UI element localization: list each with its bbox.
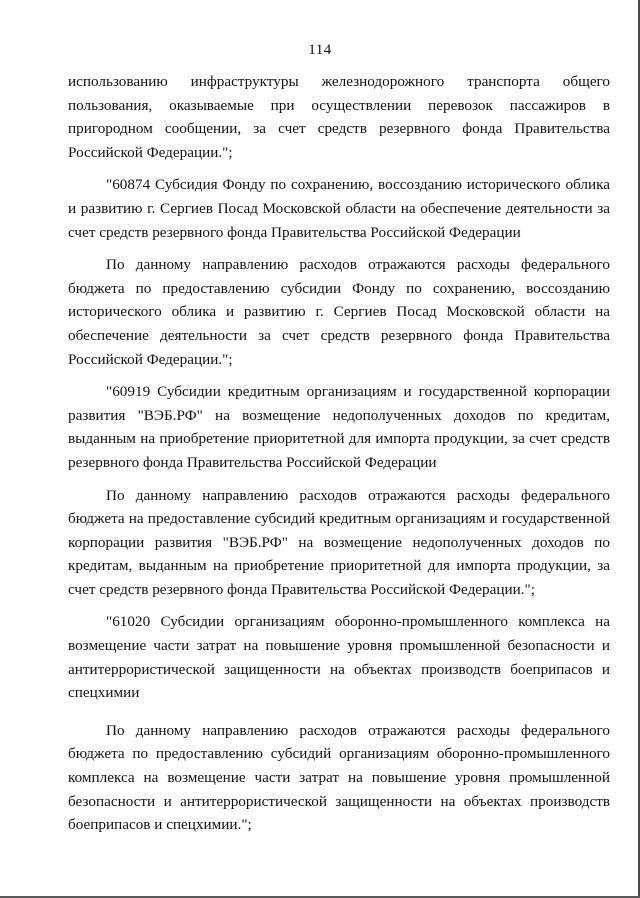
document-body: [68, 70, 610, 837]
page-number: 114: [308, 42, 332, 58]
paragraph: По данному направлению расходов отражаются расходы федерального бюджета на предоставление субсидий кредитным организациям и государственной корпорации развития "ВЭБ.РФ" на возмещение недополученных доходов по кредитам, выданным на приобретение приоритетной для импорта продукции, за счет средств резервного фонда Правительства Российской Федерации.";: [68, 486, 610, 598]
paragraph: По данному направлению расходов отражаются расходы федерального бюджета по предоставлению субсидии Фонду по сохранению, воссозданию исторического облика и развитию г. Сергиев Посад Московской области на обеспечение деятельности за счет средств резервного фонда Правительства Российской Федерации.";: [68, 256, 610, 368]
paragraph: По данному направлению расходов отражаются расходы федерального бюджета по предоставлению субсидий организациям оборонно-промышленного комплекса на возмещение части затрат на повышение уровня промышленной безопасности и антитеррористической защищенности на объектах производств боеприпасов и спецхимии.";: [68, 721, 610, 834]
paragraph: "60874 Субсидия Фонду по сохранению, воссозданию исторического облика и развитию г. Сергиев Посад Московской области на обеспечение деятельности за счет средств резервного фонда Правительства Российской Федерации: [68, 176, 610, 241]
paragraph: "60919 Субсидии кредитным организациям и государственной корпорации развития "ВЭБ.РФ" на возмещение недополученных доходов по кредитам, выданным на приобретение приоритетной для импорта продукции, за счет средств резервного фонда Правительства Российской Федерации: [68, 383, 610, 471]
paragraph: "61020 Субсидии организациям оборонно-промышленного комплекса на возмещение части затрат на повышение уровня промышленной безопасности и антитеррористической защищенности на объектах производств боеприпасов и спецхимии: [68, 613, 610, 702]
paragraph: использованию инфраструктуры железнодорожного транспорта общего пользования, оказываемые при осуществлении перевозок пассажиров в пригородном сообщении, за счет средств резервного фонда Правительства Российской Федерации.";: [68, 73, 610, 161]
